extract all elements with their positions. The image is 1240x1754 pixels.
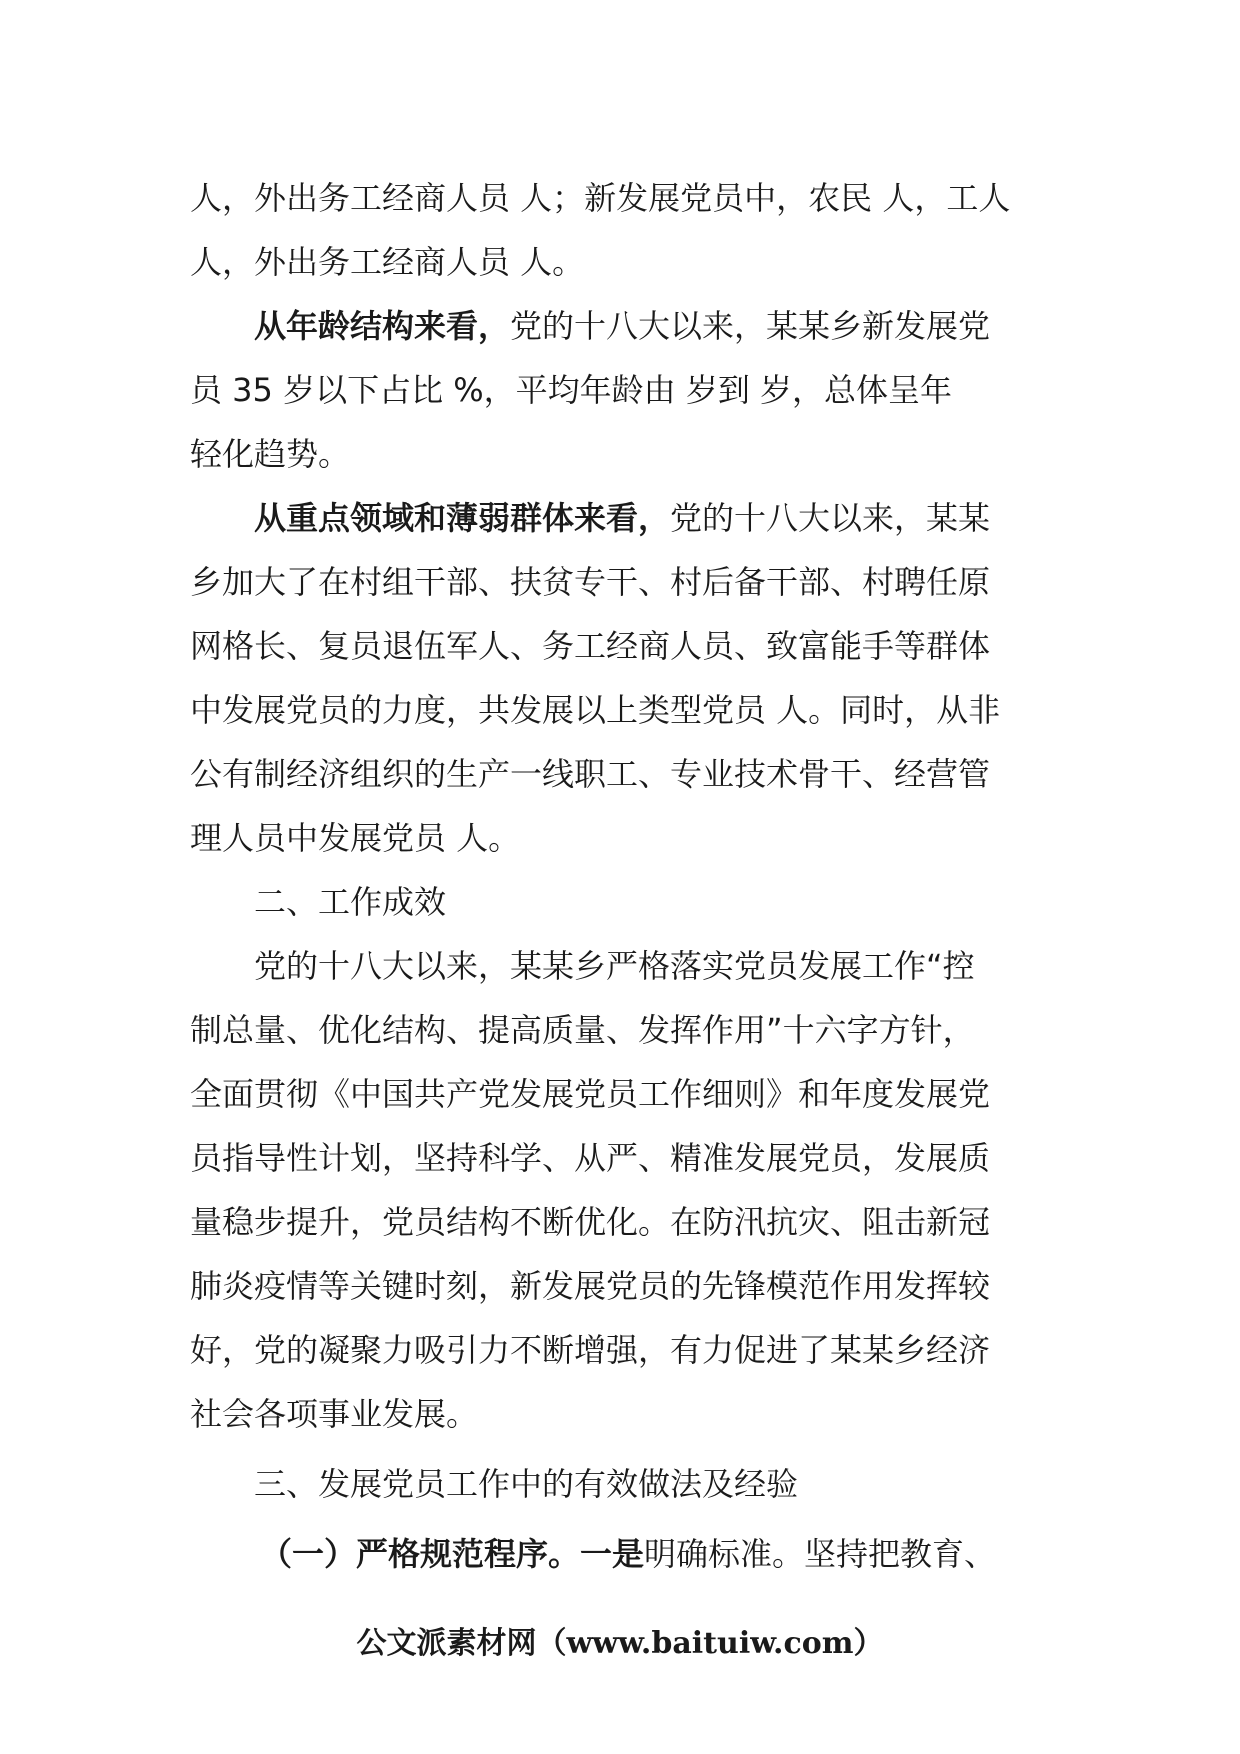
text-line: 中发展党员的力度，共发展以上类型党员 人。同时，从非	[190, 691, 1001, 729]
text-line: 社会各项事业发展。	[190, 1395, 479, 1433]
text-line: 员指导性计划，坚持科学、从严、精准发展党员，发展质	[190, 1139, 991, 1177]
section-heading-3: 三、发展党员工作中的有效做法及经验	[254, 1465, 799, 1503]
paragraph-text: 党的十八大以来，某某	[670, 499, 991, 537]
text-line: 好，党的凝聚力吸引力不断增强，有力促进了某某乡经济	[190, 1331, 991, 1369]
document-body	[190, 166, 1060, 1586]
paragraph-strict-procedure	[190, 1522, 1060, 1586]
section-heading-2: 二、工作成效	[254, 883, 447, 921]
text-line: 公有制经济组织的生产一线职工、专业技术骨干、经营管	[190, 755, 991, 793]
text-line: 肺炎疫情等关键时刻，新发展党员的先锋模范作用发挥较	[190, 1267, 991, 1305]
paragraph-lead-bold: 从重点领域和薄弱群体来看，	[254, 499, 671, 537]
text-line: 员 35 岁以下占比 %，平均年龄由 岁到 岁，总体呈年	[190, 371, 952, 409]
text-line: 人，外出务工经商人员 人；新发展党员中，农民 人，工人	[190, 179, 1011, 217]
paragraph-age-structure	[190, 294, 1060, 358]
text-line: 人，外出务工经商人员 人。	[190, 243, 585, 281]
paragraph-key-fields	[190, 486, 1060, 550]
watermark-footer: 公文派素材网（www.baituiw.com）	[356, 1626, 884, 1661]
text-line: 乡加大了在村组干部、扶贫专干、村后备干部、村聘任原	[190, 563, 991, 601]
text-line: 轻化趋势。	[190, 435, 351, 473]
paragraph-text: 明确标准。坚持把教育、	[644, 1535, 997, 1573]
text-line: 理人员中发展党员 人。	[190, 819, 521, 857]
text-line: 全面贯彻《中国共产党发展党员工作细则》和年度发展党	[190, 1075, 991, 1113]
text-line: 党的十八大以来，某某乡严格落实党员发展工作“控	[254, 947, 975, 985]
paragraph-lead-bold: （一）严格规范程序。一是	[260, 1535, 645, 1573]
text-line: 量稳步提升，党员结构不断优化。在防汛抗灾、阻击新冠	[190, 1203, 991, 1241]
paragraph-text: 党的十八大以来，某某乡新发展党	[510, 307, 991, 345]
text-line: 网格长、复员退伍军人、务工经商人员、致富能手等群体	[190, 627, 991, 665]
text-line: 制总量、优化结构、提高质量、发挥作用”十六字方针，	[190, 1011, 975, 1049]
paragraph-lead-bold: 从年龄结构来看，	[254, 307, 511, 345]
